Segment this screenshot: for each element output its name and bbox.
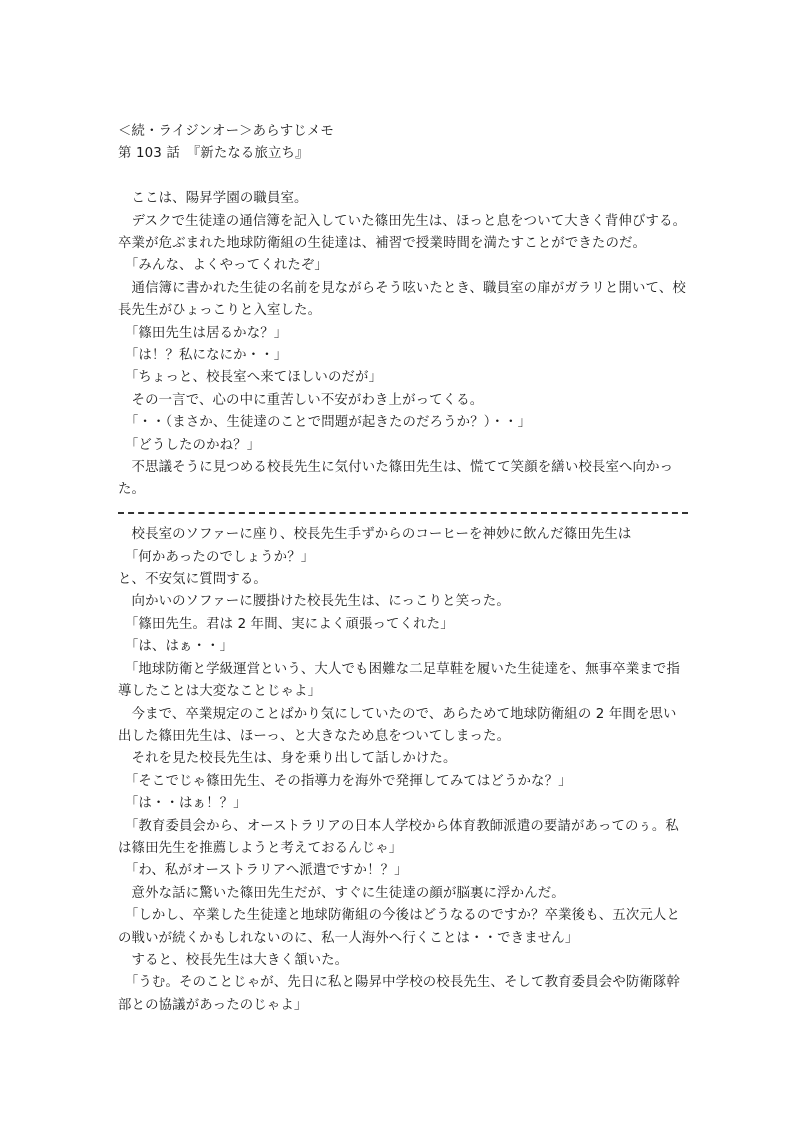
paragraph: 向かいのソファーに腰掛けた校長先生は、にっこりと笑った。 (118, 594, 510, 610)
paragraph: それを見た校長先生は、身を乗り出して話しかけた。 (118, 751, 457, 767)
dialogue-line: 「篠田先生。君は 2 年間、実によく頑張ってくれた」 (118, 616, 454, 632)
dialogue-line: 「篠田先生は居るかな？」 (118, 325, 288, 341)
dialogue-line: 「どうしたのかね？」 (118, 437, 261, 453)
dialogue-line: 「何かあったのでしょうか？」 (118, 549, 315, 565)
dialogue-line: 「うむ。そのことじゃが、先日に私と陽昇中学校の校長先生、そして教育委員会や防衛隊幹部との協議があったのじゃよ」 (118, 975, 681, 1013)
section-1 (118, 188, 688, 502)
blank-line (118, 166, 688, 188)
dialogue-line: 「しかし、卒業した生徒達と地球防衛組の今後はどうなるのですか？卒業後も、五次元人との戦いが続くかもしれないのに、私一人海外へ行くことは・・できません」 (118, 908, 681, 946)
episode-title: 第 103 話 『新たなる旅立ち』 (118, 146, 309, 162)
dialogue-line: 「地球防衛と学級運営という、大人でも困難な二足草鞋を履いた生徒達を、無事卒業まで指導したことは大変なことじゃよ」 (118, 661, 681, 700)
paragraph: その一言で、心の中に重苦しい不安がわき上がってくる。 (118, 392, 484, 408)
paragraph: と、不安気に質問する。 (118, 572, 267, 588)
paragraph: ここは、陽昇学園の職員室。 (118, 191, 308, 207)
dialogue-line: 「は！？私になにか・・」 (118, 348, 288, 364)
dialogue-line: 「そこでじゃ篠田先生、その指導力を海外で発揮してみてはどうかな？」 (118, 773, 572, 789)
dialogue-line: 「教育委員会から、オーストラリアの日本人学校から体育教師派遣の要請があってのぅ。私は篠田先生を推薦しようと考えておるんじゃ」 (118, 818, 679, 856)
dialogue-line: 「は、はぁ・・」 (118, 639, 234, 655)
section-2 (118, 524, 688, 1017)
document-body (118, 121, 688, 1017)
paragraph: 意外な話に驚いた篠田先生だが、すぐに生徒達の顔が脳裏に浮かんだ。 (118, 885, 565, 901)
dialogue-line: 「わ、私がオーストラリアへ派遣ですか！？」 (118, 863, 408, 879)
dialogue-line: 「は・・はぁ！？」 (118, 796, 247, 812)
paragraph: デスクで生徒達の通信簿を記入していた篠田先生は、ほっと息をついて大きく背伸びする。卒業が危ぶまれた地球防衛組の生徒達は、補習で授業時間を満たすことができたのだ。 (118, 213, 687, 251)
dialogue-line: 「・・（まさか、生徒達のことで問題が起きたのだろうか？）・・」 (118, 415, 532, 431)
header-title: ＜続・ライジンオー＞あらすじメモ (118, 124, 334, 139)
dashed-rule (118, 512, 688, 514)
section-divider (118, 502, 688, 524)
dialogue-line: 「みんな、よくやってくれたぞ」 (118, 258, 328, 274)
paragraph: 今まで、卒業規定のことばかり気にしていたので、あらためて地球防衛組の 2 年間を思い出した篠田先生は、ほーっ、と大きなため息をついてしまった。 (118, 706, 677, 744)
paragraph: 校長室のソファーに座り、校長先生手ずからのコーヒーを神妙に飲んだ篠田先生は (118, 527, 632, 543)
paragraph: すると、校長先生は大きく頷いた。 (118, 952, 349, 968)
dialogue-line: 「ちょっと、校長室へ来てほしいのだが」 (118, 370, 383, 386)
paragraph: 不思議そうに見つめる校長先生に気付いた篠田先生は、慌てて笑顔を繕い校長室へ向かった。 (118, 460, 674, 498)
paragraph: 通信簿に書かれた生徒の名前を見ながらそう呟いたとき、職員室の扉がガラリと開いて、校長先生がひょっこりと入室した。 (118, 280, 686, 319)
